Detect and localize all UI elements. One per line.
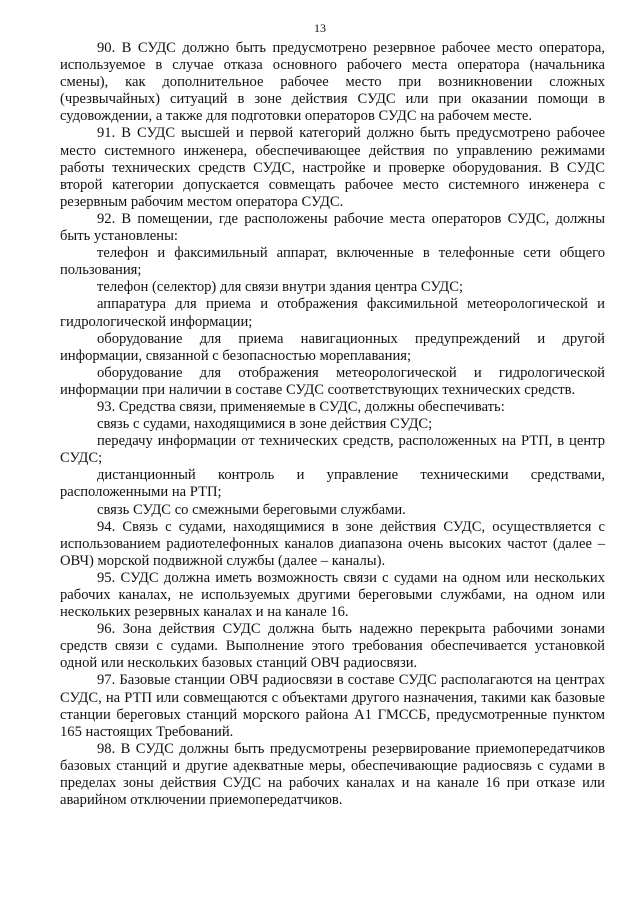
list-item-ship-communication: связь с судами, находящимися в зоне действия СУДС; <box>97 416 433 433</box>
paragraph-91: 91. В СУДС высшей и первой категорий должно быть предусмотрено рабочее место системного инженера, обеспечивающее действия по управлению режимами работы технических средств СУДС, настройке и проверке оборудования. В СУДС второй категории допускается совмещать рабочее место системного инженера с резервным рабочим местом оператора СУДС. <box>60 125 605 210</box>
list-item-coastal-services-link: связь СУДС со смежными береговыми службами. <box>97 501 406 518</box>
paragraph-98: 98. В СУДС должны быть предусмотрены резервирование приемопередатчиков базовых станций и другие адекватные меры, обеспечивающие радиосвязь с судами в пределах зоны действия СУДС на рабочих каналах и на канале 16 при отказе или аварийном отключении приемопередатчиков. <box>60 740 605 809</box>
list-item-nav-warnings-equipment: оборудование для приема навигационных предупреждений и другой информации, связанной с безопасностью мореплавания; <box>60 330 605 364</box>
paragraph-90: 90. В СУДС должно быть предусмотрено резервное рабочее место оператора, используемое в случае отказа основного рабочего места оператора (начальника смены), как дополнительное рабочее место при возникновении сложных (чрезвычайных) ситуаций в зоне действия СУДС или при оказании помощи в судовождении, а также для подготовки операторов СУДС на рабочем месте. <box>60 40 605 125</box>
page-number: 13 <box>314 21 326 35</box>
paragraph-92: 92. В помещении, где расположены рабочие места операторов СУДС, должны быть установлены: <box>60 210 605 245</box>
list-item-data-transfer: передачу информации от технических средств, расположенных на РТП, в центр СУДС; <box>60 433 605 467</box>
list-item-phone-fax: телефон и факсимильный аппарат, включенные в телефонные сети общего пользования; <box>60 245 605 279</box>
list-item-remote-control: дистанционный контроль и управление техническими средствами, расположенными на РТП; <box>60 467 605 501</box>
list-item-fax-meteo-equipment: аппаратура для приема и отображения факсимильной метеорологической и гидрологической информации; <box>60 296 605 330</box>
paragraph-94: 94. Связь с судами, находящимися в зоне действия СУДС, осуществляется с использованием радиотелефонных каналов диапазона очень высоких частот (далее – ОВЧ) морской подвижной службы (далее – каналы). <box>60 518 605 569</box>
list-item-meteo-display-equipment: оборудование для отображения метеорологической и гидрологической информации при наличии в составе СУДС соответствующих технических средств. <box>60 364 605 398</box>
paragraph-97: 97. Базовые станции ОВЧ радиосвязи в составе СУДС располагаются на центрах СУДС, на РТП или совмещаются с объектами другого назначения, такими как базовые станции береговых станций морского района А1 ГМССБ, предусмотренные пунктом 165 настоящих Требований. <box>60 672 605 740</box>
list-item-selector-phone: телефон (селектор) для связи внутри здания центра СУДС; <box>97 279 464 296</box>
document-body <box>60 40 605 809</box>
paragraph-95: 95. СУДС должна иметь возможность связи с судами на одном или нескольких рабочих каналах, не используемых другими береговыми службами, на одном или нескольких резервных каналах и на канале 16. <box>60 569 605 621</box>
paragraph-96: 96. Зона действия СУДС должна быть надежно перекрыта рабочими зонами средств связи с судами. Выполнение этого требования обеспечивается установкой одной или нескольких базовых станций ОВЧ радиосвязи. <box>60 621 605 672</box>
paragraph-93: 93. Средства связи, применяемые в СУДС, должны обеспечивать: <box>97 398 505 415</box>
